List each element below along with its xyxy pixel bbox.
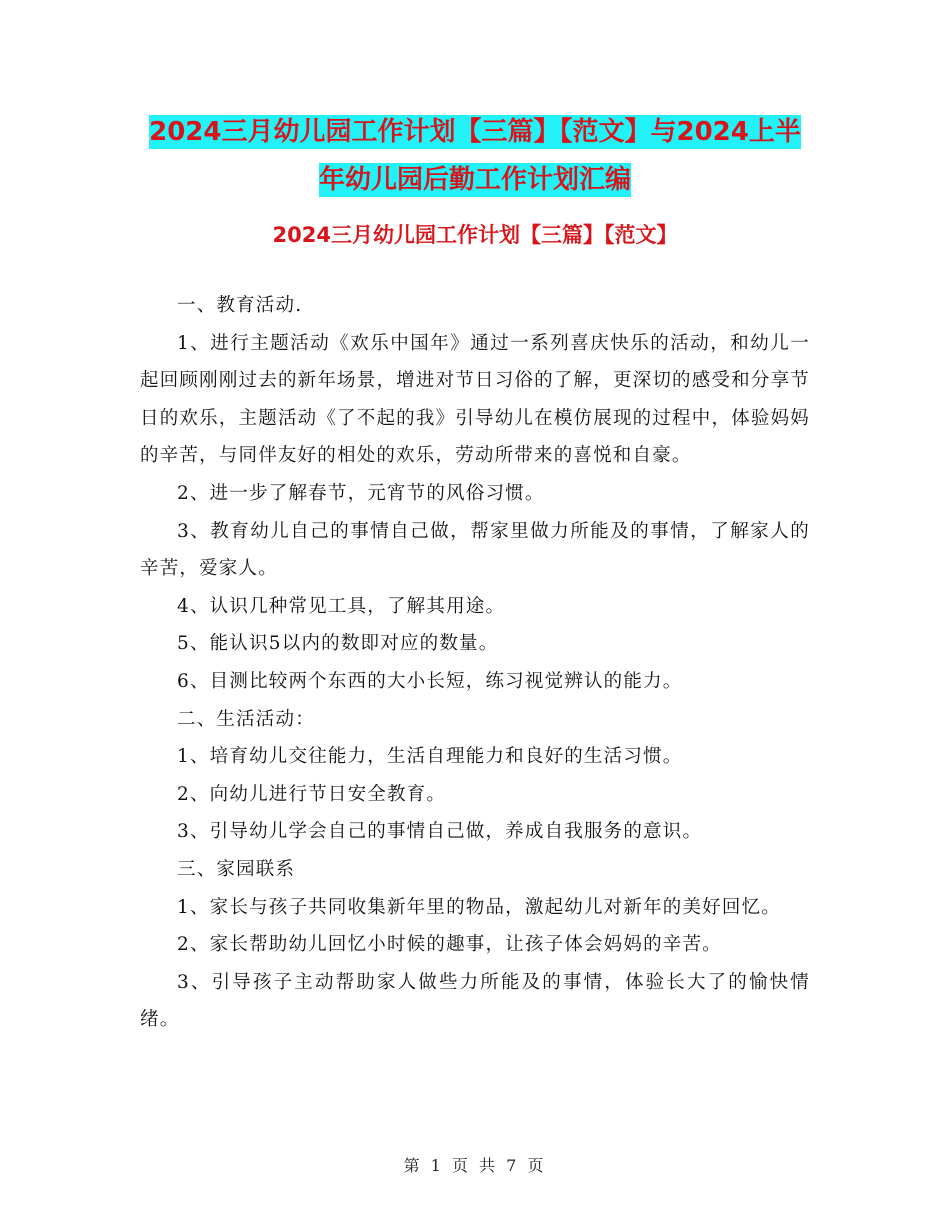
paragraph: 1、家长与孩子共同收集新年里的物品，激起幼儿对新年的美好回忆。	[177, 896, 781, 918]
section-title: 2024三月幼儿园工作计划【三篇】【范文】	[272, 223, 678, 247]
paragraph: 6、目测比较两个东西的大小长短，练习视觉辨认的能力。	[177, 670, 683, 692]
paragraph: 二、生活活动：	[177, 708, 315, 730]
paragraph: 2、进一步了解春节，元宵节的风俗习惯。	[177, 482, 545, 504]
paragraph: 一、教育活动.	[177, 295, 303, 316]
title-highlight: 2024三月幼儿园工作计划【三篇】【范文】与2024上半年幼儿园后勤工作计划汇编	[149, 117, 801, 195]
paragraph: 1、进行主题活动《欢乐中国年》通过一系列喜庆快乐的活动，和幼儿一起回顾刚刚过去的新年场景，增进对节日习俗的了解，更深切的感受和分享节日的欢乐，主题活动《了不起的我》引导幼儿在模仿展现的过程中，体验妈妈的辛苦，与同伴友好的相处的欢乐，劳动所带来的喜悦和自豪。	[140, 332, 810, 467]
paragraph: 三、家园联系	[177, 858, 296, 880]
paragraph: 3、教育幼儿自己的事情自己做，帮家里做力所能及的事情，了解家人的辛苦，爱家人。	[140, 520, 810, 580]
paragraph: 1、培育幼儿交往能力，生活自理能力和良好的生活习惯。	[177, 746, 683, 768]
paragraph: 2、向幼儿进行节日安全教育。	[177, 783, 447, 805]
document-body	[140, 287, 810, 1039]
paragraph: 3、引导幼儿学会自己的事情自己做，养成自我服务的意识。	[177, 821, 703, 843]
paragraph: 2、家长帮助幼儿回忆小时候的趣事，让孩子体会妈妈的辛苦。	[177, 934, 722, 956]
paragraph: 4、认识几种常见工具，了解其用途。	[177, 595, 506, 617]
paragraph: 3、引导孩子主动帮助家人做些力所能及的事情，体验长大了的愉快情绪。	[140, 971, 810, 1031]
page-number: 第 1 页 共 7 页	[403, 1156, 547, 1175]
document-title	[140, 108, 810, 204]
paragraph: 5、能认识5以内的数即对应的数量。	[177, 633, 499, 655]
